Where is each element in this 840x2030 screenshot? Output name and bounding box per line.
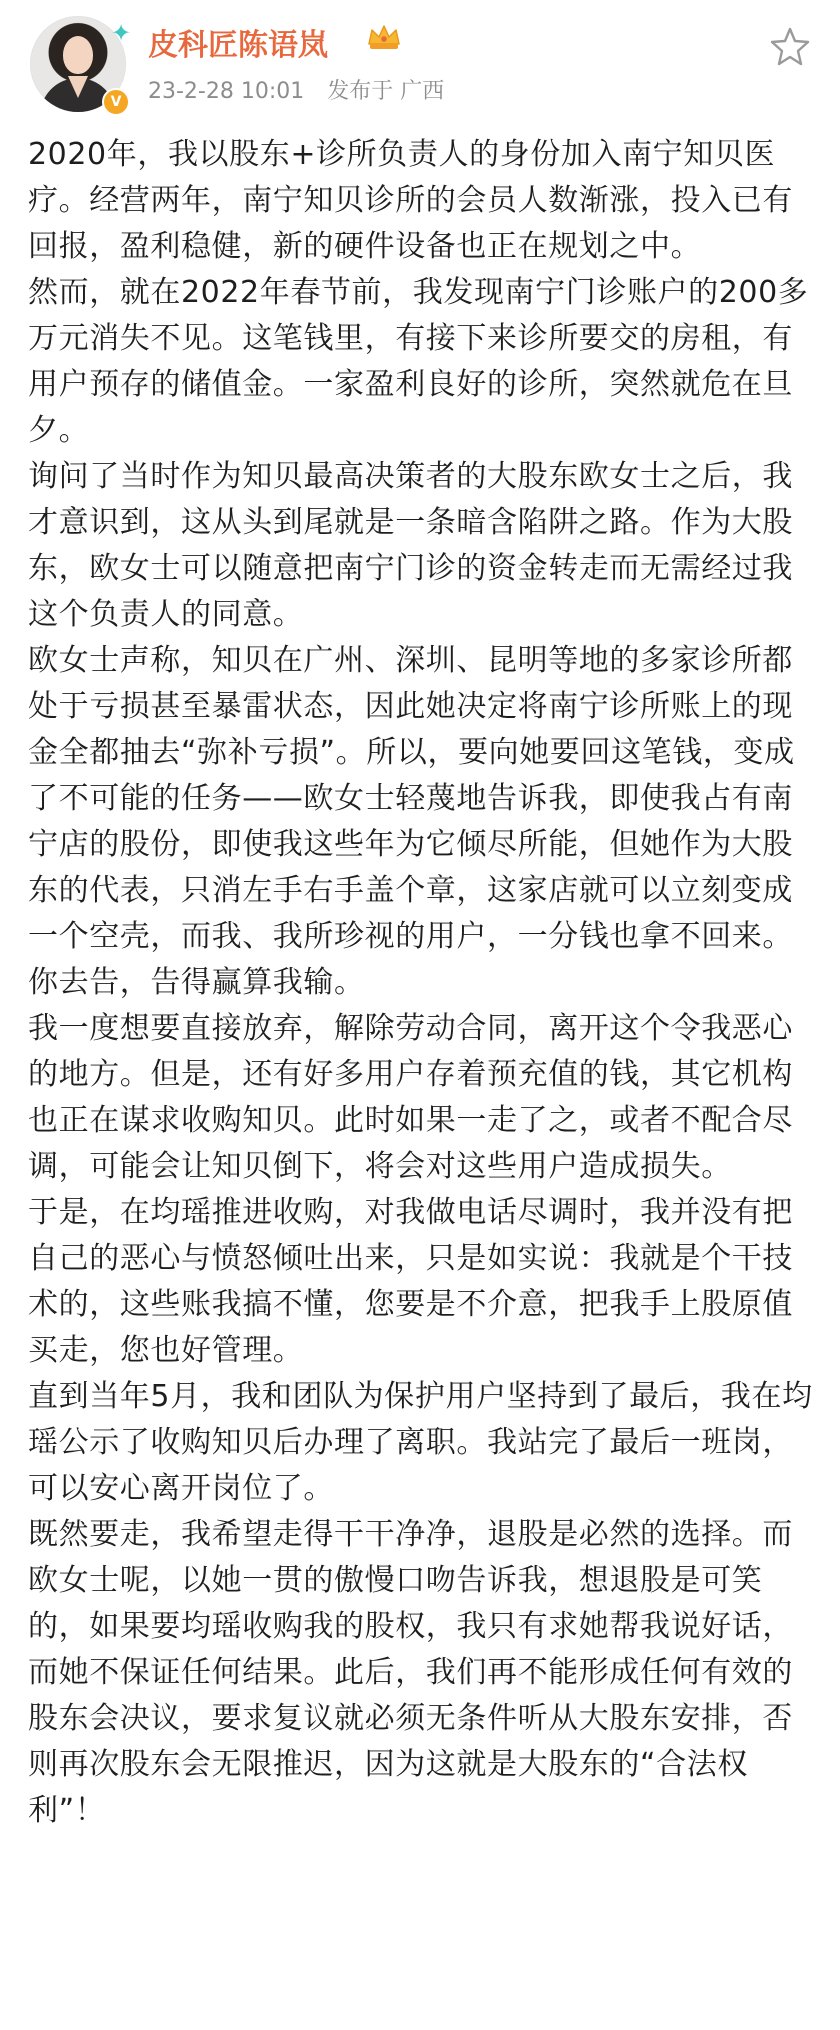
post-timestamp: 23-2-28 10:01	[148, 79, 305, 104]
post-paragraph: 询问了当时作为知贝最高决策者的大股东欧女士之后，我才意识到，这从头到尾就是一条暗含陷阱之路。作为大股东，欧女士可以随意把南宁门诊的资金转走而无需经过我这个负责人的同意。	[28, 459, 793, 632]
avatar-face	[63, 36, 93, 74]
post-body	[28, 132, 818, 1834]
author-name[interactable]: 皮科匠陈语岚	[148, 28, 328, 63]
post-paragraph: 我一度想要直接放弃，解除劳动合同，离开这个令我恶心的地方。但是，还有好多用户存着预充值的钱，其它机构也正在谋求收购知贝。此时如果一走了之，或者不配合尽调，可能会让知贝倒下，将会对这些用户造成损失。	[28, 1011, 793, 1184]
post-paragraph: 直到当年5月，我和团队为保护用户坚持到了最后，我在均瑶公示了收购知贝后办理了离职。我站完了最后一班岗，可以安心离开岗位了。	[28, 1379, 813, 1506]
post-meta	[148, 74, 460, 105]
post-paragraph: 于是，在均瑶推进收购，对我做电话尽调时，我并没有把自己的恶心与愤怒倾吐出来，只是如实说：我就是个干技术的，这些账我搞不懂，您要是不介意，把我手上股原值买走，您也好管理。	[28, 1195, 793, 1368]
star-outline-icon[interactable]	[768, 24, 812, 68]
crown-icon	[366, 22, 402, 52]
post-header	[0, 0, 840, 130]
post-paragraph: 然而，就在2022年春节前，我发现南宁门诊账户的200多万元消失不见。这笔钱里，有接下来诊所要交的房租，有用户预存的储值金。一家盈利良好的诊所，突然就危在旦夕。	[28, 275, 809, 448]
verified-v-icon: V	[102, 88, 130, 116]
post-paragraph: 2020年，我以股东+诊所负责人的身份加入南宁知贝医疗。经营两年，南宁知贝诊所的会员人数渐涨，投入已有回报，盈利稳健，新的硬件设备也正在规划之中。	[28, 137, 793, 264]
post-paragraph: 既然要走，我希望走得干干净净，退股是必然的选择。而欧女士呢，以她一贯的傲慢口吻告诉我，想退股是可笑的，如果要均瑶收购我的股权，我只有求她帮我说好话，而她不保证任何结果。此后，我们再不能形成任何有效的股东会决议，要求复议就必须无条件听从大股东安排，否则再次股东会无限推迟，因为这就是大股东的“合法权利”！	[28, 1517, 793, 1828]
avatar[interactable]	[30, 16, 132, 112]
post-location: 发布于 广西	[327, 79, 445, 104]
sparkle-icon: ✦	[110, 19, 132, 47]
post-paragraph: 欧女士声称，知贝在广州、深圳、昆明等地的多家诊所都处于亏损甚至暴雷状态，因此她决定将南宁诊所账上的现金全都抽去“弥补亏损”。所以，要向她要回这笔钱，变成了不可能的任务——欧女士轻蔑地告诉我，即使我占有南宁店的股份，即使我这些年为它倾尽所能，但她作为大股东的代表，只消左手右手盖个章，这家店就可以立刻变成一个空壳，而我、我所珍视的用户，一分钱也拿不回来。你去告，告得赢算我输。	[28, 643, 795, 1000]
